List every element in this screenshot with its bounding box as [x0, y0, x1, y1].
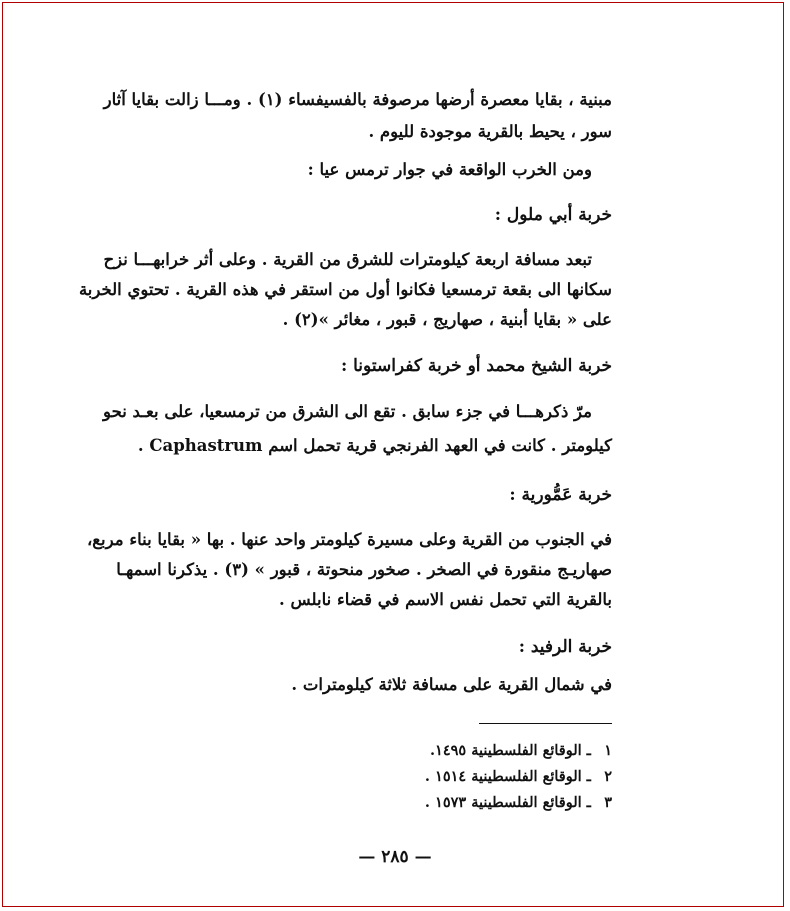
intro-line-3: ومن الخرب الواقعة في جوار ترمس عيا :	[307, 160, 592, 179]
section-line: على « بقايا أبنية ، صهاريج ، قبور ، مغائر »(٢) .	[282, 310, 612, 329]
section-heading-ammuriya: خربة عَمُّورية :	[509, 485, 612, 505]
footnote-number: ٢	[604, 768, 612, 785]
footnote-1	[430, 742, 612, 759]
section-line: صهاريـج منقورة في الصخر . صخور منحوتة ، قبور » (٣) . يذكرنا اسمهـا	[116, 560, 612, 579]
footnote-separator	[479, 723, 612, 724]
footnote-number: ٣	[604, 794, 612, 811]
footnote-text: ـ الوقائع الفلسطينية ١٥١٤ .	[424, 768, 591, 785]
section-line: تبعد مسافة اربعة كيلومترات للشرق من القرية . وعلى أثر خرابهـــا نزح	[103, 250, 592, 269]
section-heading-sheikh-muhammad: خربة الشيخ محمد أو خربة كفراستونا :	[340, 356, 612, 376]
intro-line-2: سور ، يحيط بالقرية موجودة لليوم .	[368, 122, 612, 141]
footnote-text: ـ الوقائع الفلسطينية ١٤٩٥.	[429, 742, 591, 759]
footnote-3	[425, 794, 612, 811]
section-line: في شمال القرية على مسافة ثلاثة كيلومترات .	[291, 675, 612, 694]
section-line: سكانها الى بقعة ترمسعيا فكانوا أول من استقر في هذه القرية . تحتوي الخربة	[78, 280, 612, 299]
section-line: بالقرية التي تحمل نفس الاسم في قضاء نابلس .	[279, 590, 612, 609]
section-line: كيلومتر . كانت في العهد الفرنجي قرية تحمل اسم Caphastrum .	[137, 436, 612, 455]
section-line: في الجنوب من القرية وعلى مسيرة كيلومتر واحد عنها . بها « بقايا بناء مربع،	[86, 530, 612, 549]
footnote-number: ١	[604, 742, 612, 759]
section-heading-rafid: خربة الرفيد :	[518, 637, 612, 657]
footnote-text: ـ الوقائع الفلسطينية ١٥٧٣ .	[424, 794, 591, 811]
intro-line-1: مبنية ، بقايا معصرة أرضها مرصوفة بالفسيفساء (١) . ومـــا زالت بقايا آثار	[103, 90, 612, 109]
section-heading-abu-malul: خربة أبي ملول :	[494, 205, 612, 225]
footnote-2	[425, 768, 612, 785]
section-line: مرّ ذكرهـــا في جزء سابق . تقع الى الشرق من ترمسعيا، على بعـد نحو	[103, 402, 592, 421]
page-number: — ٢٨٥ —	[358, 847, 432, 867]
